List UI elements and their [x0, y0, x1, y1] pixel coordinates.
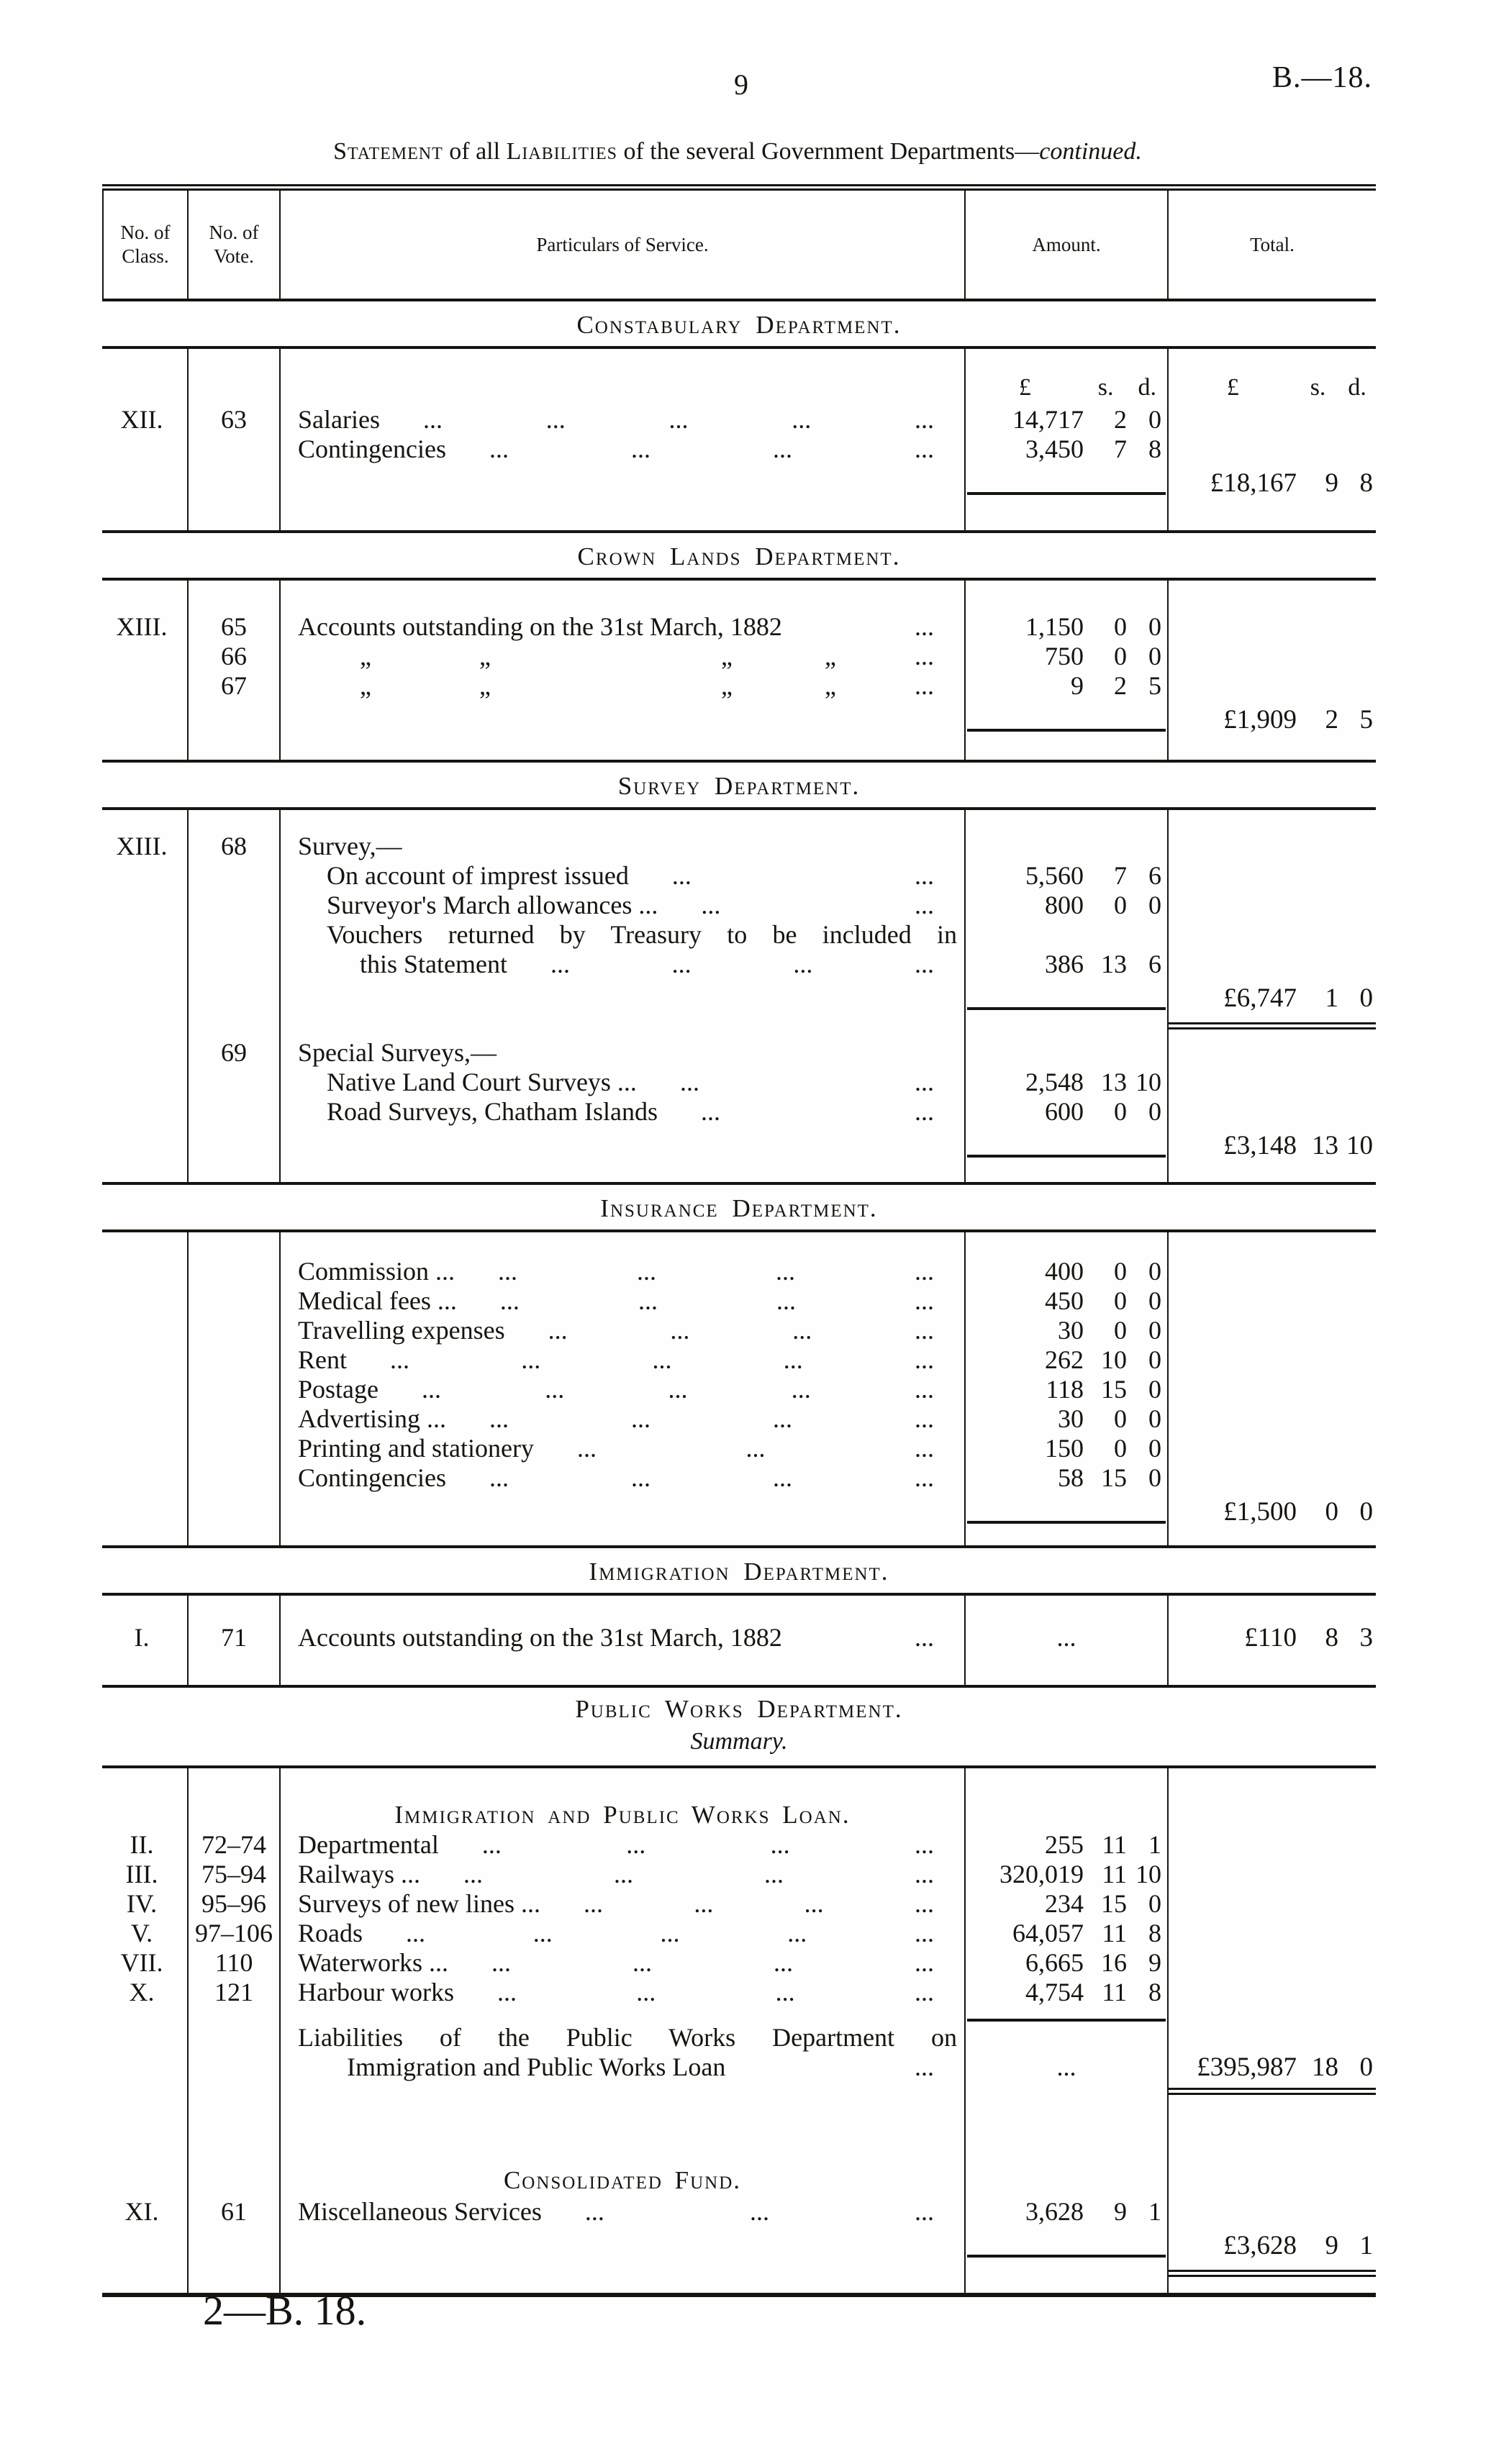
total-cell	[1167, 1286, 1376, 1316]
total-cell	[1167, 1830, 1376, 1860]
particulars-cell: Departmental ... ... ... ...	[279, 1830, 964, 1860]
vote-cell: 69	[187, 1038, 279, 1068]
dot-leader: ... ...	[679, 1068, 934, 1096]
dot-leader: ...	[915, 2052, 934, 2081]
particulars-cell: Road Surveys, Chatham Islands ... ...	[279, 1097, 964, 1127]
total-cell	[1167, 1463, 1376, 1493]
particulars-cell: Surveyor's March allowances ... ... ...	[279, 891, 964, 920]
class-cell: I.	[134, 1623, 150, 1652]
dot-leader: ... ... ... ...	[489, 1463, 934, 1492]
particulars-cell: Waterworks ... ... ... ... ...	[279, 1948, 964, 1978]
department-heading-immigration: Immigration Department.	[589, 1558, 889, 1586]
total-cell	[1167, 2264, 1376, 2286]
amount-cell: 2,548 13 10	[964, 1068, 1167, 1097]
table-row	[102, 891, 1376, 920]
page-number: 9	[734, 68, 748, 101]
consolidated-fund-subheading: Consolidated Fund.	[503, 2166, 742, 2194]
vote-cell: 61	[187, 2197, 279, 2227]
amount-subtotal-rule	[967, 1521, 1166, 1524]
total-cell	[1167, 1257, 1376, 1286]
amount-cell: 64,057 11 8	[964, 1919, 1167, 1948]
total-cell: £6,747 1 0	[1167, 979, 1376, 1017]
dot-leader: ... ... ...	[576, 1434, 934, 1463]
table-row	[102, 1463, 1376, 1493]
amount-cell: 800 0 0	[964, 891, 1167, 920]
subtotal-row	[102, 464, 1376, 501]
total-cell	[1167, 1375, 1376, 1404]
spacer-row	[102, 1164, 1376, 1182]
total-cell	[1167, 405, 1376, 435]
amount-cell	[964, 2227, 1167, 2264]
dot-leader: ... ... ... ... ...	[406, 1919, 934, 1947]
page-footer: 2—B. 18.	[203, 2287, 367, 2334]
amount-currency-header: £ s. d.	[964, 349, 1167, 405]
total-cell: £3,148 13 10	[1167, 1127, 1376, 1164]
table-row	[102, 435, 1376, 464]
particulars-cell: On account of imprest issued ... ...	[279, 861, 964, 891]
double-rule-row	[102, 1017, 1376, 1038]
statement-title	[0, 138, 1475, 165]
table-row	[102, 612, 1376, 642]
amount-cell	[964, 464, 1167, 501]
table-row	[102, 1948, 1376, 1978]
subtotal-row	[102, 2227, 1376, 2264]
amount-cell: 4,754 11 8	[964, 1978, 1167, 2007]
amount-cell: 386 13 6	[964, 950, 1167, 979]
amount-cell: 320,019 11 10	[964, 1860, 1167, 1889]
particulars-cell: Liabilities of the Public Works Department on Immigration and Public Works Loan ...	[279, 2023, 964, 2082]
dot-leader: ... ... ... ...	[498, 1257, 934, 1286]
total-cell	[1167, 1948, 1376, 1978]
particulars-cell: Surveys of new lines ... ... ... ... ...	[279, 1889, 964, 1919]
total-cell	[1167, 1978, 1376, 2007]
spacer-row	[102, 810, 1376, 832]
particulars-cell: Advertising ... ... ... ... ...	[279, 1404, 964, 1434]
total-cell	[1167, 1889, 1376, 1919]
amount-cell	[964, 832, 1167, 861]
table-row	[102, 1038, 1376, 1068]
vote-cell: 121	[187, 1978, 279, 2007]
amount-cell: ...	[964, 1623, 1167, 1652]
amount-cell: 262 10 0	[964, 1345, 1167, 1375]
amount-cell	[964, 920, 1167, 950]
title-segment: of all	[443, 138, 507, 165]
double-rule-row	[102, 2264, 1376, 2286]
ditto-marks: „ „ „ „ ...	[360, 642, 934, 670]
particulars-cell: this Statement ... ... ... ...	[279, 950, 964, 979]
amount-cell: 30 0 0	[964, 1316, 1167, 1345]
amount-cell: 58 15 0	[964, 1463, 1167, 1493]
total-cell	[1167, 1316, 1376, 1345]
total-cell	[1167, 1038, 1376, 1068]
amount-cell: 6,665 16 9	[964, 1948, 1167, 1978]
title-segment: Liabilities	[506, 138, 617, 165]
table-row	[102, 1404, 1376, 1434]
loan-heading-row	[102, 1797, 1376, 1830]
spacer-row	[102, 1768, 1376, 1797]
header-class: No. of Class.	[102, 191, 187, 299]
total-cell: £1,500 0 0	[1167, 1493, 1376, 1530]
dot-leader: ... ...	[701, 891, 934, 919]
total-cell	[1167, 1068, 1376, 1097]
class-cell: III.	[125, 1860, 158, 1888]
class-cell: VII.	[120, 1948, 163, 1977]
table-row	[102, 1097, 1376, 1127]
department-heading-insurance: Insurance Department.	[600, 1194, 878, 1222]
total-cell: £1,909 2 5	[1167, 701, 1376, 738]
total-cell	[1167, 2197, 1376, 2227]
table-row	[102, 1257, 1376, 1286]
particulars-cell: Contingencies ... ... ... ...	[279, 1463, 964, 1493]
class-cell: X.	[129, 1978, 155, 2006]
horizontal-rule	[102, 184, 1376, 191]
vote-cell: 75–94	[187, 1860, 279, 1889]
particulars-cell: Accounts outstanding on the 31st March, 1882 ...	[279, 612, 964, 642]
table-row	[102, 1623, 1376, 1652]
vote-cell: 65	[187, 612, 279, 642]
title-segment-continued: continued.	[1039, 138, 1142, 165]
dot-leader: ... ... ... ...	[550, 950, 934, 978]
total-currency-header: £ s. d.	[1167, 349, 1376, 405]
particulars-cell: Railways ... ... ... ... ...	[279, 1860, 964, 1889]
particulars-cell: Survey,—	[279, 832, 964, 861]
total-double-rule	[1169, 1022, 1376, 1029]
total-cell	[1167, 832, 1376, 861]
total-cell: £110 8 3	[1167, 1623, 1376, 1652]
total-cell	[1167, 920, 1376, 950]
total-cell	[1167, 950, 1376, 979]
amount-subtotal-rule	[967, 2019, 1166, 2022]
loan-subheading: Immigration and Public Works Loan.	[394, 1801, 851, 1829]
ditto-marks: „ „ „ „ ...	[360, 671, 934, 700]
dot-leader: ... ... ... ...	[491, 1948, 934, 1977]
table-row	[102, 642, 1376, 671]
amount-cell: 3,450 7 8	[964, 435, 1167, 464]
table-row	[102, 920, 1376, 950]
header-particulars: Particulars of Service.	[279, 191, 964, 299]
vote-cell: 110	[187, 1948, 279, 1978]
vote-cell: 68	[187, 832, 279, 861]
amount-cell: 5,560 7 6	[964, 861, 1167, 891]
dot-leader: ... ... ... ...	[583, 1889, 934, 1918]
spacer-row	[102, 2104, 1376, 2137]
total-cell	[1167, 1434, 1376, 1463]
currency-header-row	[102, 349, 1376, 405]
dot-leader: ... ... ... ... ...	[422, 1375, 934, 1404]
particulars-cell: Miscellaneous Services ... ... ...	[279, 2197, 964, 2227]
vote-cell: 67	[187, 671, 279, 701]
total-cell	[1167, 1860, 1376, 1889]
total-cell: £3,628 9 1	[1167, 2227, 1376, 2264]
amount-subtotal-rule	[967, 729, 1166, 732]
dot-leader: ... ... ...	[584, 2197, 934, 2226]
department-heading-constabulary: Constabulary Department.	[576, 311, 902, 339]
table-row	[102, 405, 1376, 435]
table-row	[102, 1919, 1376, 1948]
fund-heading-row	[102, 2137, 1376, 2197]
amount-cell	[964, 979, 1167, 1017]
spacer-row	[102, 1652, 1376, 1685]
dot-leader: ... ... ... ...	[489, 1404, 934, 1433]
particulars-cell	[279, 2137, 964, 2197]
amount-subtotal-rule	[967, 2255, 1166, 2258]
table-row	[102, 832, 1376, 861]
spacer-row	[102, 1530, 1376, 1545]
dot-leader: ...	[915, 1623, 934, 1652]
total-cell	[1167, 2082, 1376, 2104]
particulars-cell: Salaries ... ... ... ... ...	[279, 405, 964, 435]
amount-cell: ...	[964, 2023, 1167, 2082]
table-row	[102, 1068, 1376, 1097]
particulars-cell: Commission ... ... ... ... ...	[279, 1257, 964, 1286]
total-cell	[1167, 671, 1376, 701]
spacer-row	[102, 581, 1376, 612]
amount-cell: 3,628 9 1	[964, 2197, 1167, 2227]
title-segment: of the several Government Departments—	[617, 138, 1040, 165]
particulars-cell: Roads ... ... ... ... ...	[279, 1919, 964, 1948]
particulars-cell: Rent ... ... ... ... ...	[279, 1345, 964, 1375]
total-cell	[1167, 1404, 1376, 1434]
class-cell: V.	[130, 1919, 153, 1947]
amount-cell	[964, 2007, 1167, 2023]
table-row	[102, 1860, 1376, 1889]
total-cell	[1167, 891, 1376, 920]
total-cell: £18,167 9 8	[1167, 464, 1376, 501]
spacer-row	[102, 1596, 1376, 1623]
title-segment: Statement	[333, 138, 443, 165]
vote-cell: 63	[187, 405, 279, 435]
department-heading-crown-lands: Crown Lands Department.	[577, 542, 901, 570]
amount-cell	[964, 701, 1167, 738]
particulars-cell: Travelling expenses ... ... ... ...	[279, 1316, 964, 1345]
table-row	[102, 950, 1376, 979]
subtotal-row	[102, 701, 1376, 738]
amount-cell: 234 15 0	[964, 1889, 1167, 1919]
header-total: Total.	[1167, 191, 1376, 299]
amount-cell	[964, 1493, 1167, 1530]
vote-cell: 66	[187, 642, 279, 671]
liabilities-row	[102, 2023, 1376, 2082]
total-cell	[1167, 1017, 1376, 1038]
dot-leader: ... ... ... ... ...	[390, 1345, 934, 1374]
amount-cell	[964, 1127, 1167, 1164]
particulars-cell: Accounts outstanding on the 31st March, 1882 ...	[279, 1623, 964, 1652]
vote-cell: 97–106	[187, 1919, 279, 1948]
particulars-cell	[279, 671, 964, 701]
amount-cell: 600 0 0	[964, 1097, 1167, 1127]
department-heading-survey: Survey Department.	[617, 772, 861, 800]
particulars-cell	[279, 1797, 964, 1830]
table-row	[102, 1889, 1376, 1919]
subtotal-row	[102, 1493, 1376, 1530]
amount-cell: 255 11 1	[964, 1830, 1167, 1860]
table-row	[102, 2197, 1376, 2227]
class-cell: XIII.	[116, 832, 168, 860]
vote-cell: 71	[187, 1623, 279, 1652]
header-amount: Amount.	[964, 191, 1167, 299]
dot-leader: ... ... ... ...	[489, 435, 934, 463]
amount-subtotal-rule	[967, 1007, 1166, 1010]
total-cell	[1167, 642, 1376, 671]
vote-cell: 72–74	[187, 1830, 279, 1860]
total-double-rule	[1169, 2088, 1376, 2095]
amount-cell: 30 0 0	[964, 1404, 1167, 1434]
class-cell: XIII.	[116, 612, 168, 641]
total-cell	[1167, 1097, 1376, 1127]
department-heading-public-works: Public Works Department.	[575, 1695, 903, 1723]
dot-leader: ... ... ... ...	[481, 1830, 934, 1859]
amount-cell: 450 0 0	[964, 1286, 1167, 1316]
table-header-row	[102, 191, 1376, 299]
amount-subtotal-rule	[967, 1155, 1166, 1158]
particulars-cell: Postage ... ... ... ... ...	[279, 1375, 964, 1404]
table-row	[102, 1434, 1376, 1463]
dot-leader: ... ...	[700, 1097, 934, 1126]
amount-rule-row	[102, 2007, 1376, 2023]
subtotal-row	[102, 979, 1376, 1017]
amount-cell: 9 2 5	[964, 671, 1167, 701]
document-reference: B.—18.	[1271, 61, 1372, 94]
total-cell	[1167, 612, 1376, 642]
total-cell	[1167, 435, 1376, 464]
particulars-cell: Medical fees ... ... ... ... ...	[279, 1286, 964, 1316]
dot-leader: ... ... ... ...	[548, 1316, 934, 1345]
dot-leader: ...	[915, 612, 934, 641]
vote-cell: 95–96	[187, 1889, 279, 1919]
class-cell: XII.	[120, 405, 163, 434]
amount-cell: 150 0 0	[964, 1434, 1167, 1463]
particulars-cell: Printing and stationery ... ... ...	[279, 1434, 964, 1463]
class-cell: XI.	[124, 2197, 159, 2226]
spacer-row	[102, 1232, 1376, 1257]
table-row	[102, 861, 1376, 891]
dot-leader: ... ... ... ...	[499, 1286, 934, 1315]
particulars-cell: Special Surveys,—	[279, 1038, 964, 1068]
amount-subtotal-rule	[967, 492, 1166, 495]
summary-subheading: Summary.	[690, 1728, 788, 1755]
amount-cell: 750 0 0	[964, 642, 1167, 671]
particulars-cell: Contingencies ... ... ... ...	[279, 435, 964, 464]
particulars-cell: Harbour works ... ... ... ...	[279, 1978, 964, 2007]
spacer-row	[102, 738, 1376, 760]
dot-leader: ... ... ... ... ...	[422, 405, 934, 434]
dot-leader: ... ... ... ...	[463, 1860, 934, 1888]
amount-cell: 118 15 0	[964, 1375, 1167, 1404]
table-row	[102, 1375, 1376, 1404]
total-cell	[1167, 1345, 1376, 1375]
header-vote: No. of Vote.	[187, 191, 279, 299]
amount-cell	[964, 1038, 1167, 1068]
table-row	[102, 1345, 1376, 1375]
amount-cell: 14,717 2 0	[964, 405, 1167, 435]
total-double-rule	[1169, 2270, 1376, 2277]
double-rule-row	[102, 2082, 1376, 2104]
particulars-cell	[279, 642, 964, 671]
subtotal-row	[102, 1127, 1376, 1164]
table-row	[102, 1830, 1376, 1860]
dot-leader: ... ...	[671, 861, 934, 890]
table-row	[102, 1316, 1376, 1345]
spacer-row	[102, 501, 1376, 530]
table-row	[102, 1286, 1376, 1316]
total-cell: £395,987 18 0	[1167, 2023, 1376, 2082]
table-row	[102, 671, 1376, 701]
class-cell: II.	[130, 1830, 154, 1859]
particulars-cell: Native Land Court Surveys ... ... ...	[279, 1068, 964, 1097]
table-row	[102, 1978, 1376, 2007]
class-cell: IV.	[126, 1889, 158, 1918]
amount-cell: 400 0 0	[964, 1257, 1167, 1286]
particulars-cell: Vouchers returned by Treasury to be included in	[279, 920, 964, 950]
dot-leader: ... ... ... ...	[497, 1978, 934, 2006]
total-cell	[1167, 861, 1376, 891]
amount-cell: 1,150 0 0	[964, 612, 1167, 642]
liabilities-table	[102, 184, 1376, 2297]
total-cell	[1167, 1919, 1376, 1948]
